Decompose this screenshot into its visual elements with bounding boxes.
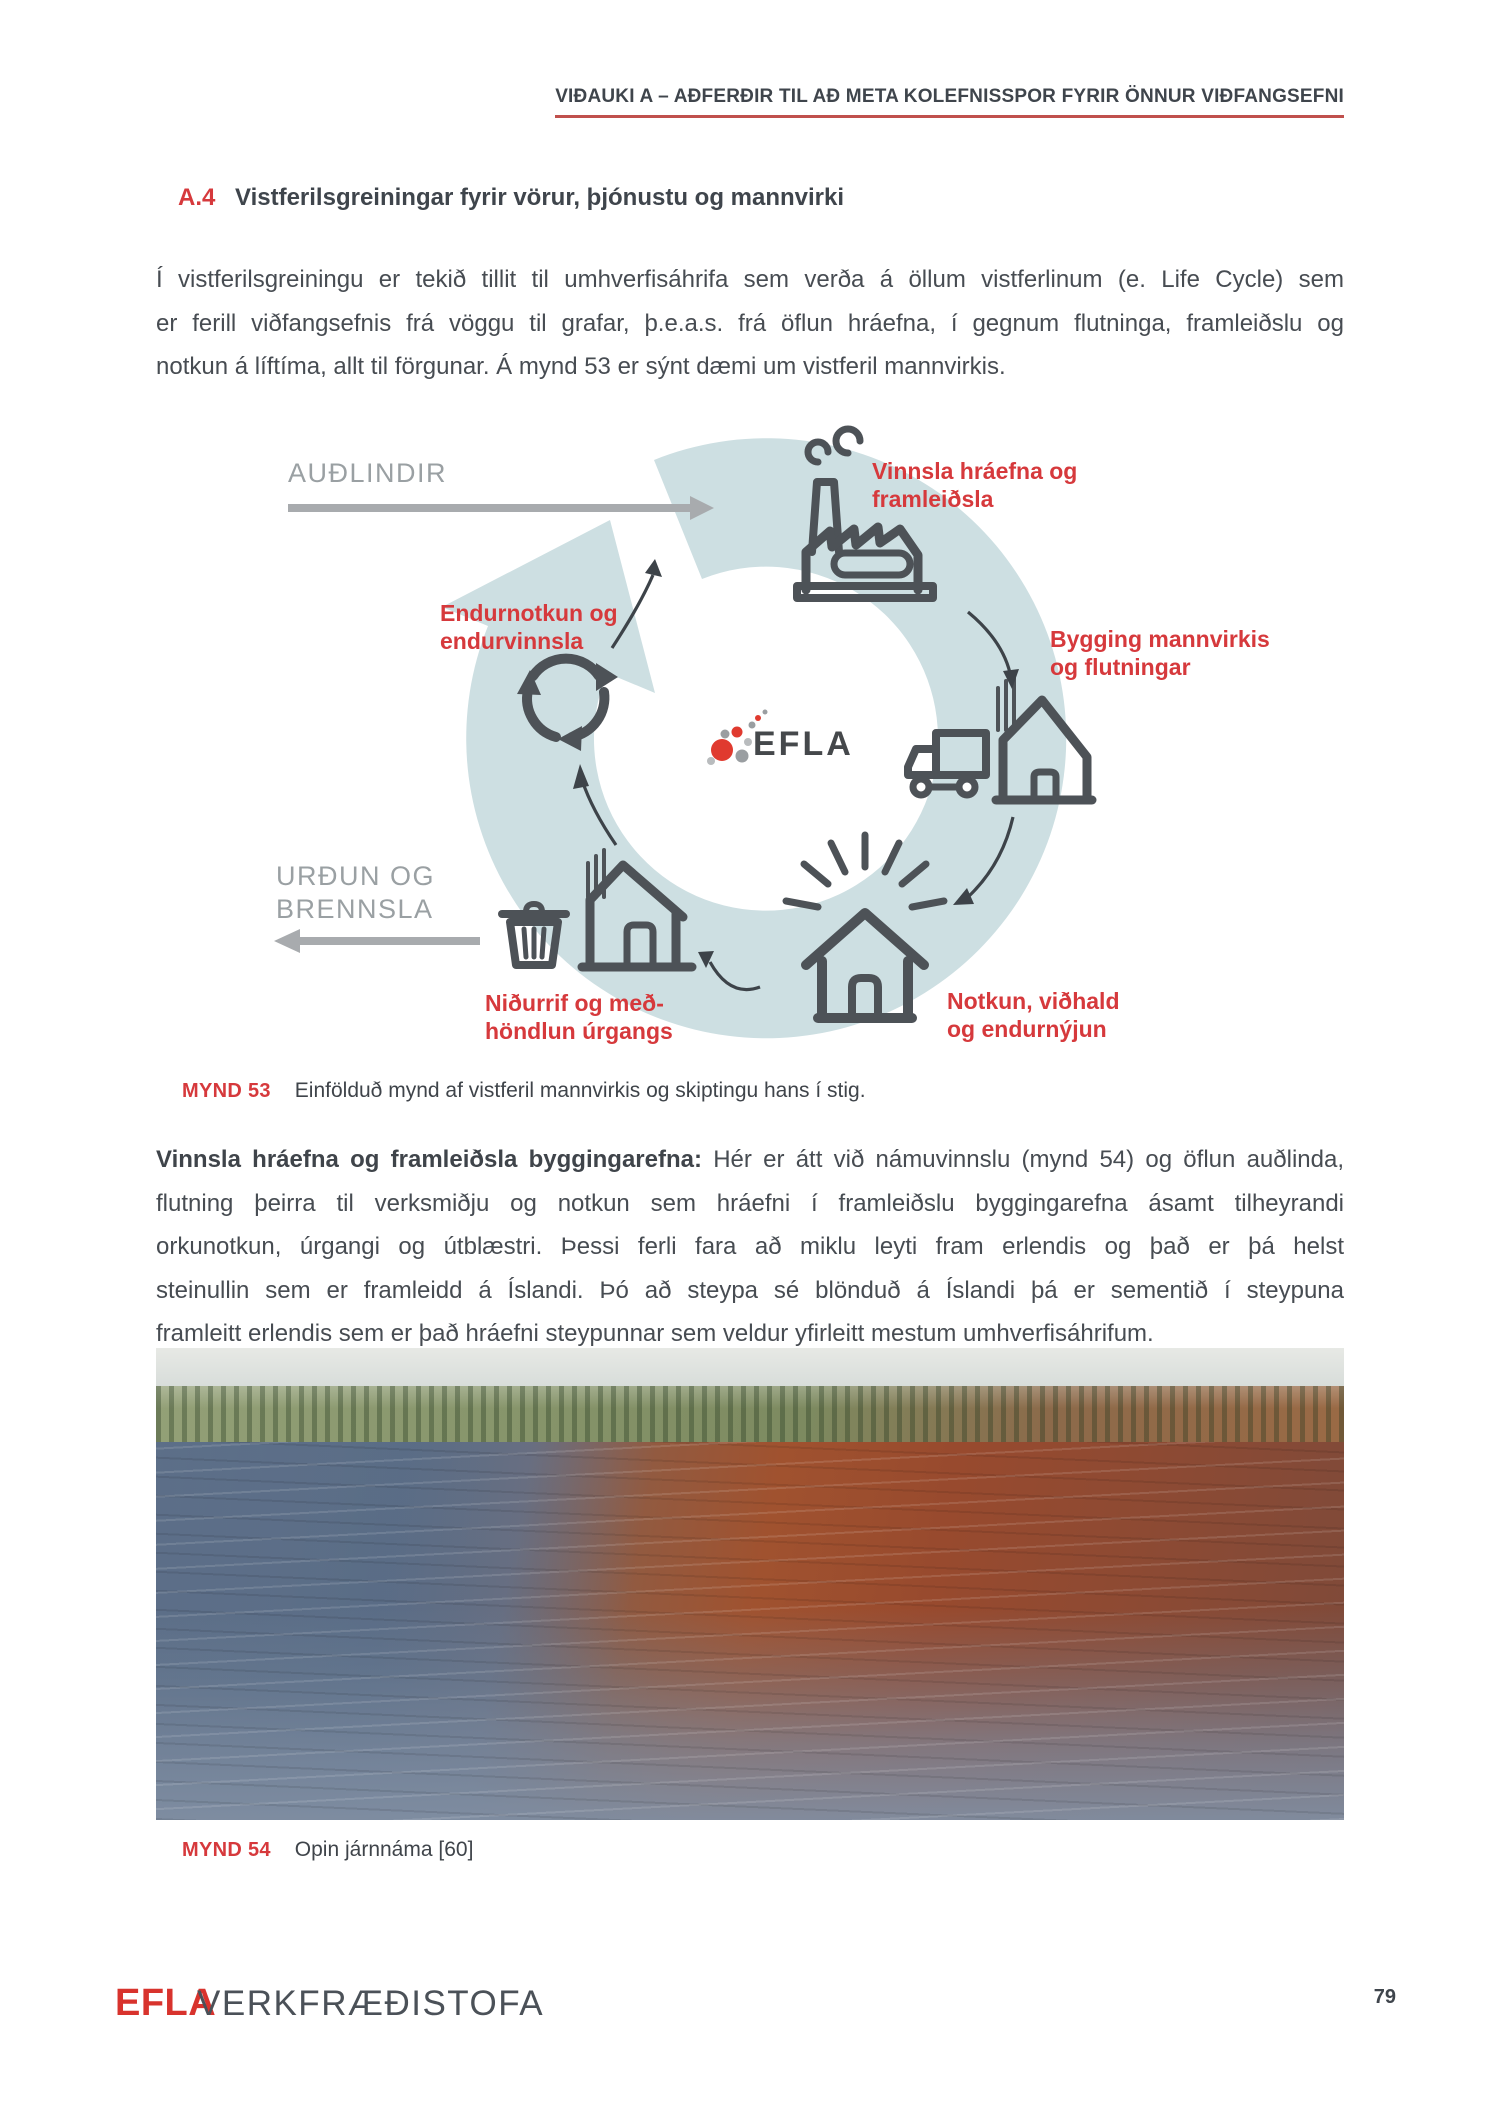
paragraph-2-line: orkunotkun, úrgangi og útblæstri. Þessi ferli fara að miklu leyti fram erlendis og það er þá helst — [156, 1233, 1344, 1260]
resources-arrow — [288, 496, 714, 520]
stage-label-recycling — [440, 599, 618, 655]
stage-label-line: Endurnotkun og — [440, 600, 618, 626]
life-cycle-diagram-graphics — [0, 405, 1500, 1075]
page-header: VIÐAUKI A – AÐFERÐIR TIL AÐ META KOLEFNISSPOR FYRIR ÖNNUR VIÐFANGSEFNI — [555, 86, 1344, 118]
footer-brand-name: VERKFRÆÐISTOFA — [197, 1984, 545, 2023]
figure54-caption-text: Opin járnnáma [60] — [294, 1838, 474, 1861]
disposal-label-line: URÐUN OG — [276, 861, 435, 891]
disposal-arrow — [274, 929, 480, 953]
stage-label-line: Vinnsla hráefna og — [872, 458, 1078, 484]
paragraph-2-line: steinullin sem er framleidd á Íslandi. Þó að steypa sé blönduð á Íslandi þá er sementið í steypuna — [156, 1276, 1344, 1304]
figure54-label: MYND 54 — [182, 1839, 271, 1861]
paragraph-1 — [156, 258, 1344, 389]
footer-brand-logo: EFLA — [115, 1982, 217, 2024]
figure53-label: MYND 53 — [182, 1080, 271, 1102]
mine-photo-sky — [156, 1348, 1344, 1386]
resources-label: AUÐLINDIR — [288, 458, 448, 488]
stage-label-construction — [1050, 625, 1270, 681]
mine-photo-rim — [156, 1386, 1344, 1442]
paragraph-1-line: notkun á líftíma, allt til förgunar. Á mynd 53 er sýnt dæmi um vistferil mannvirkis. — [156, 353, 1006, 380]
paragraph-2-line: flutning þeirra til verksmiðju og notkun sem hráefni í framleiðslu byggingarefna ásamt tilheyrandi — [156, 1189, 1344, 1217]
stage-label-line: Notkun, viðhald — [947, 988, 1120, 1014]
stage-label-line: höndlun úrgangs — [485, 1018, 673, 1044]
section-title: Vistferilsgreiningar fyrir vörur, þjónustu og mannvirki — [235, 184, 845, 211]
stage-label-use — [947, 987, 1120, 1043]
stage-label-line: og endurnýjun — [947, 1016, 1107, 1042]
paragraph-1-line: er ferill viðfangsefnis frá vöggu til grafar, þ.e.a.s. frá öflun hráefna, í gegnum flutninga, framleiðslu og — [156, 309, 1344, 337]
mine-photo — [156, 1348, 1344, 1820]
paragraph-2 — [156, 1138, 1344, 1356]
section-number: A.4 — [178, 184, 216, 211]
disposal-label — [276, 860, 435, 926]
paragraph-2-line: framleitt erlendis sem er það hráefni steypunnar sem veldur yfirleitt mestum umhverfisáhrifum. — [156, 1320, 1154, 1347]
stage-label-line: endurvinnsla — [440, 628, 584, 654]
paragraph-2-lead: Vinnsla hráefna og framleiðsla byggingarefna: — [156, 1146, 702, 1173]
paragraph-2-line-rest: Hér er átt við námuvinnslu (mynd 54) og öflun auðlinda, — [713, 1146, 1345, 1173]
mine-photo-pit — [156, 1442, 1344, 1820]
stage-label-demolition — [485, 989, 673, 1045]
stage-label-line: Niðurrif og með- — [485, 990, 664, 1016]
efla-logo-text: EFLA — [753, 725, 854, 763]
stage-label-production — [872, 457, 1077, 513]
paragraph-1-line: Í vistferilsgreiningu er tekið tillit til umhverfisáhrifa sem verða á öllum vistferlinum (e. Life Cycle) sem — [156, 266, 1344, 293]
figure54-caption — [182, 1838, 473, 1862]
stage-label-line: framleiðsla — [872, 486, 994, 512]
mine-photo-benches — [156, 1442, 1344, 1820]
stage-label-line: og flutningar — [1050, 654, 1191, 680]
trash-can-icon — [502, 904, 566, 965]
figure53-caption — [182, 1079, 866, 1103]
page-number: 79 — [1373, 1986, 1396, 2008]
stage-label-line: Bygging mannvirkis — [1050, 626, 1270, 652]
figure53-caption-text: Einfölduð mynd af vistferil mannvirkis og skiptingu hans í stig. — [294, 1079, 866, 1102]
life-cycle-diagram — [0, 405, 1500, 1075]
paragraph-2-line — [156, 1138, 1344, 1182]
disposal-label-line: BRENNSLA — [276, 894, 434, 924]
